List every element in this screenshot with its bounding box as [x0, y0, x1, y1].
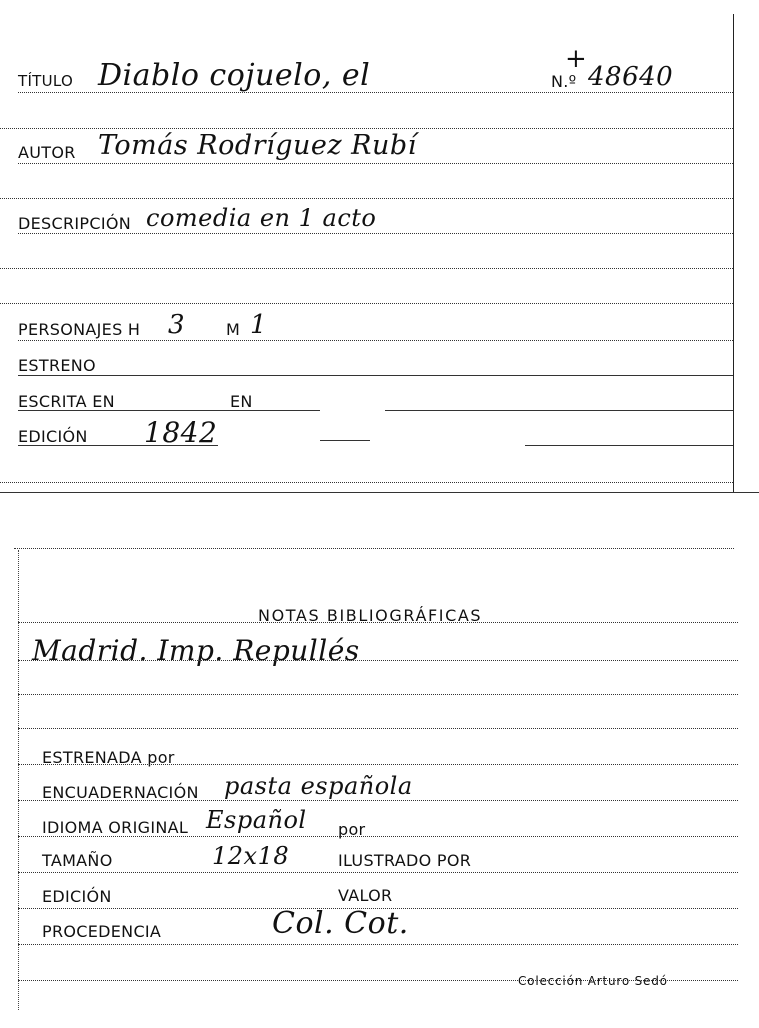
idioma-label: IDIOMA ORIGINAL	[42, 818, 189, 837]
valor-label: VALOR	[338, 886, 393, 905]
catalog-card-front	[0, 0, 759, 495]
edicion-line-mid	[320, 440, 370, 441]
numero-label: N.º	[551, 72, 577, 91]
notas-title: NOTAS BIBLIOGRÁFICAS	[258, 606, 483, 625]
escrita-label: ESCRITA EN	[18, 392, 115, 411]
ruled-line	[0, 268, 733, 269]
encuadernacion-label: ENCUADERNACIÓN	[42, 783, 199, 802]
autor-line	[18, 163, 733, 164]
escrita-line-left	[18, 410, 320, 411]
tamano-label: TAMAÑO	[42, 851, 113, 870]
idioma-value: Español	[206, 806, 307, 834]
edicion2-label: EDICIÓN	[42, 887, 112, 906]
edicion-line-right	[525, 445, 733, 446]
coleccion-imprint: Colección Arturo Sedó	[518, 974, 668, 988]
card1-bottom-border	[0, 492, 759, 493]
encuadernacion-value: pasta española	[224, 772, 413, 800]
descripcion-label: DESCRIPCIÓN	[18, 214, 131, 233]
edicion-line-left	[18, 445, 218, 446]
ruled-line	[18, 622, 738, 623]
personajes-line	[18, 340, 733, 341]
estrenada-label: ESTRENADA por	[42, 748, 175, 767]
titulo-line	[18, 92, 733, 93]
procedencia-value: Col. Cot.	[272, 906, 409, 941]
estreno-label: ESTRENO	[18, 356, 96, 375]
estrenada-line	[18, 764, 738, 765]
card2-top-border	[14, 548, 734, 549]
procedencia-label: PROCEDENCIA	[42, 922, 162, 941]
personajes-m-label: M	[226, 320, 241, 339]
autor-label: AUTOR	[18, 143, 76, 162]
tamano-value: 12x18	[212, 842, 290, 870]
card2-left-border	[18, 550, 19, 1010]
idioma-line	[18, 836, 738, 837]
ruled-line	[18, 728, 738, 729]
por-label: por	[338, 820, 366, 839]
descripcion-value: comedia en 1 acto	[146, 204, 377, 232]
edicion-label: EDICIÓN	[18, 427, 88, 446]
encuadernacion-line	[18, 800, 738, 801]
ruled-line	[0, 303, 733, 304]
estreno-line	[18, 375, 733, 376]
procedencia-line	[18, 944, 738, 945]
personajes-label: PERSONAJES H	[18, 320, 141, 339]
ruled-line	[18, 660, 738, 661]
personajes-h-value: 3	[168, 310, 186, 340]
personajes-m-value: 1	[250, 310, 268, 340]
titulo-label: TÍTULO	[18, 72, 74, 90]
ruled-line	[0, 198, 733, 199]
ruled-line	[0, 128, 733, 129]
escrita-en-label: EN	[230, 392, 253, 411]
numero-value: 48640	[588, 62, 674, 92]
ruled-line	[18, 694, 738, 695]
catalog-card-back	[0, 540, 759, 1010]
ilustrado-label: ILUSTRADO POR	[338, 851, 472, 870]
escrita-line-right	[385, 410, 733, 411]
ruled-line	[0, 482, 733, 483]
numero-mark: +	[565, 44, 588, 74]
autor-value: Tomás Rodríguez Rubí	[98, 130, 417, 161]
descripcion-line	[18, 233, 733, 234]
card1-right-border	[733, 14, 734, 492]
titulo-value: Diablo cojuelo, el	[98, 58, 371, 93]
tamano-line	[18, 872, 738, 873]
notas-value: Madrid. Imp. Repullés	[32, 634, 360, 667]
edicion-value: 1842	[144, 416, 218, 449]
